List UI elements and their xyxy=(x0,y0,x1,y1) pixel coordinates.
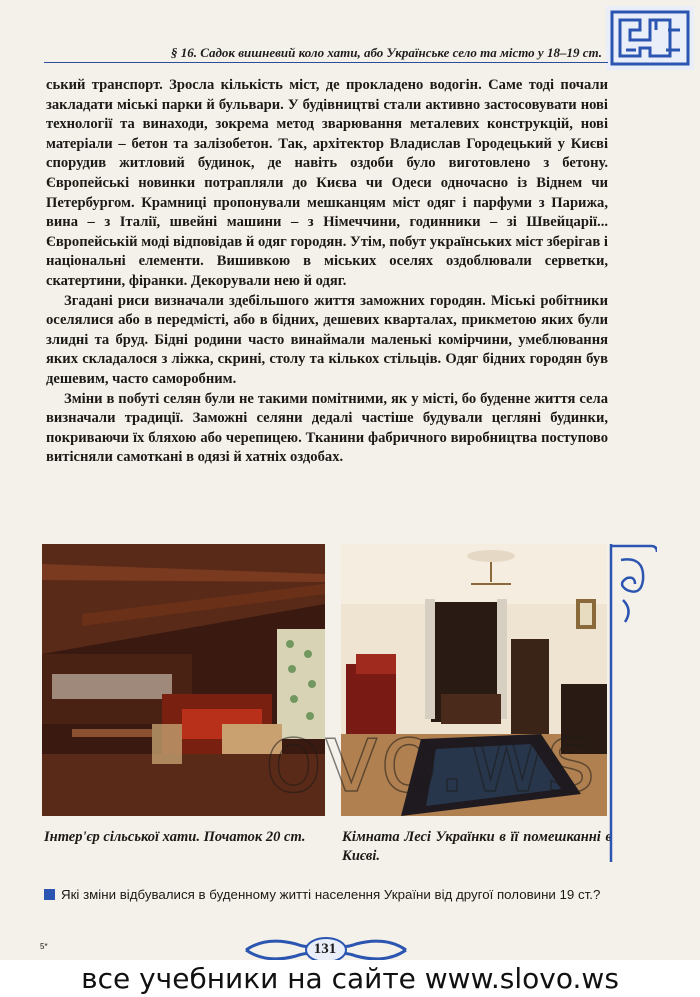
question-text: Які зміни відбувалися в буденному житті населення України від другої половини 19 ст.? xyxy=(61,887,601,902)
review-question xyxy=(44,886,614,904)
svg-text:ovo.ws: ovo.ws xyxy=(264,706,596,814)
body-text xyxy=(46,76,608,468)
ornament-side-icon xyxy=(607,540,657,866)
watermark xyxy=(230,706,630,816)
footnote-signature: 5* xyxy=(40,942,48,951)
header-divider xyxy=(44,62,608,63)
ornament-corner-icon xyxy=(606,6,694,70)
page-number: 131 xyxy=(313,941,337,957)
caption-village-interior: Інтер'єр сільської хати. Початок 20 ст. xyxy=(44,829,306,845)
paragraph: Згадані риси визначали здебільшого життя заможних городян. Міські робітники оселялися або в передмісті, або в бідних, дешевих кварталах, прикметою яких були злидні та бруд. Бідні родини часто винаймали маленькі комірчини, умеблювання яких складалося з ліжка, скрині, столу та кількох стільців. Одяг бідних городян був дешевим, часто саморобним. xyxy=(46,292,608,387)
caption-lesya-ukrainka-room: Кімната Лесі Українки в її помешканні в Києві. xyxy=(342,829,612,864)
paragraph: Зміни в побуті селян були не такими помітними, як у місті, бо буденне життя села визначали традиції. Заможні селяни дедалі частіше будували цегляні будинки, покриваючи їх бляхою або черепицею. Тканини фабричного виробництва поступово витісняли самоткані в одязі й хатніх оздобах. xyxy=(46,390,608,466)
site-banner: все учебники на сайте www.slovo.ws xyxy=(0,960,700,997)
question-square-icon xyxy=(44,889,55,900)
paragraph: ський транспорт. Зросла кількість міст, де прокладено водогін. Саме тоді почали закладати міські парки й бульвари. У будівництві стали активно застосовувати нові технології та винаходи, зокрема метод зварювання металевих конструкцій, нові матеріали – бетон та залізобетон. Так, архітектор Владислав Городецький у Києві спорудив житловий будинок, де навіть оздоби було виготовлено з бетону. Європейські новинки потрапляли до Києва чи Одеси одночасно із Віднем чи Петербургом. Крамниці пропонували мешканцям міст одяг і парфуми з Парижа, вина – з Італії, швейні машини – з Німеччини, годинники – зі Швейцарії... Європейській моді відповідав й одяг городян. Утім, побут українських міст зберігав і національні елементи. Вишивкою в міських оселях оздоблювали серветки, скатертини, фіранки. Декорували нею й одяг. xyxy=(46,77,608,289)
running-head: § 16. Садок вишневий коло хати, або Українське село та місто у 18–19 ст. xyxy=(170,45,602,60)
